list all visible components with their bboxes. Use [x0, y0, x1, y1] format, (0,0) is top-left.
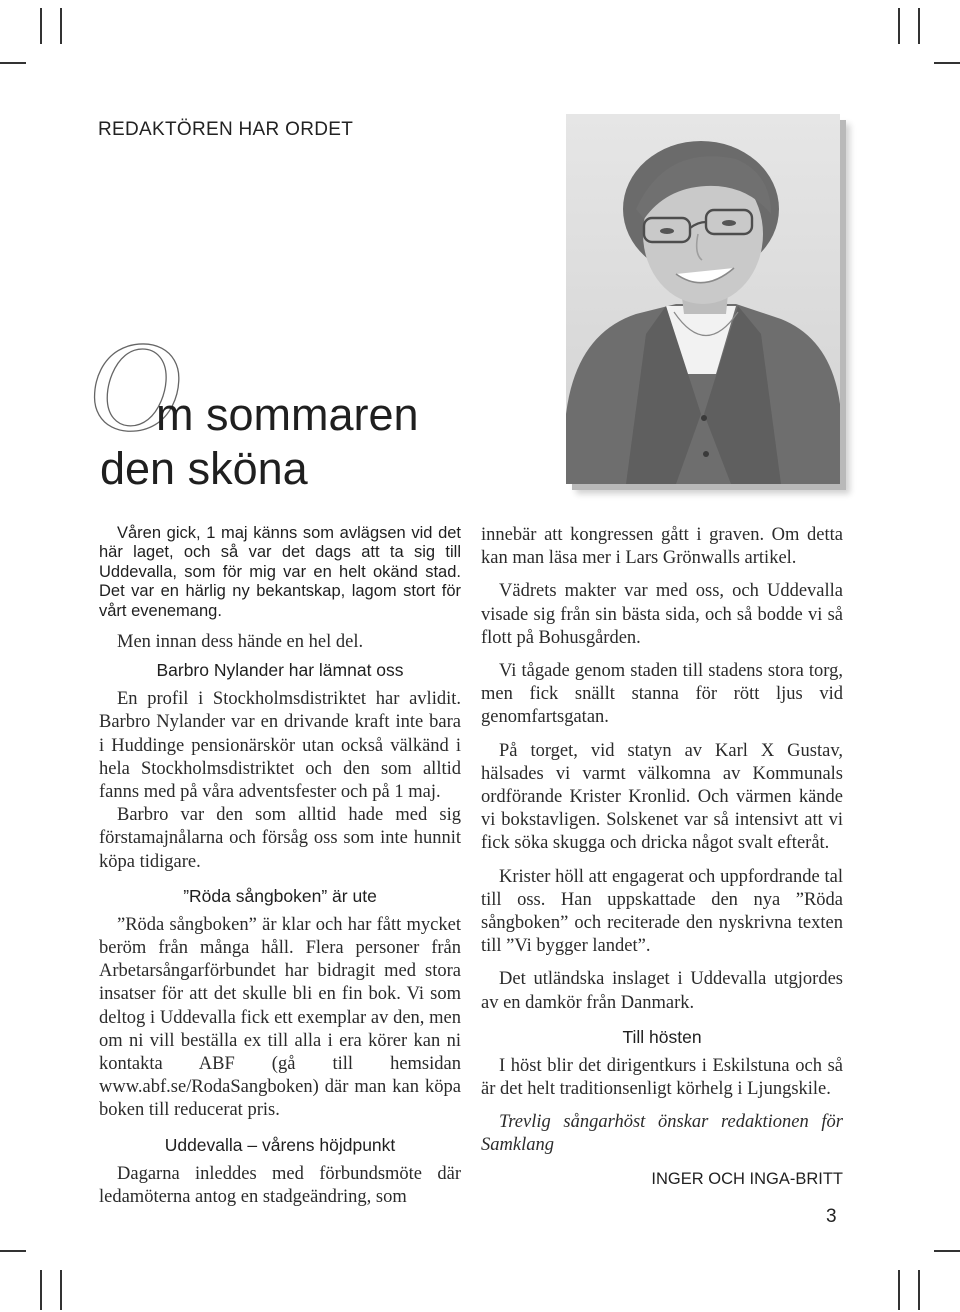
subheading: ”Röda sångboken” är ute: [183, 885, 377, 906]
body-paragraph: Barbro var den som alltid hade med sig förstamajnålarna och försåg oss som inte hunnit köpa tidigare.: [99, 805, 461, 872]
subheading: Uddevalla – vårens höjdpunkt: [164, 1134, 396, 1155]
body-paragraph: Krister höll att engagerat och uppfordrande tal till oss. Han uppskattade den nya ”Röda sångboken” och reciterade den nyskrivna texten till ”Vi bygger landet”.: [481, 866, 843, 957]
crop-mark: [0, 1250, 26, 1252]
body-paragraph: Vi tågade genom staden till stadens stora torg, men fick snällt stanna för rött ljus vid genomfartsgatan.: [481, 661, 843, 728]
headline-line-2: den sköna: [100, 443, 308, 494]
body-paragraph: Vädrets makter var med oss, och Uddevalla visade sig från sin bästa sida, och så bodde vi så flott på Bohusgården.: [481, 581, 843, 648]
portrait-photo: [566, 114, 840, 484]
crop-mark: [934, 62, 960, 64]
body-paragraph: En profil i Stockholmsdistriktet har avlidit. Barbro Nylander var en drivande kraft inte bara i Huddinge pensionärskör utan också välkänd i hela Stockholmsdistriktet och den som alltid fanns med på våra adventsfester och på 1 maj.: [99, 689, 461, 803]
crop-mark: [60, 1270, 62, 1310]
right-column: [481, 524, 843, 1191]
portrait-illustration: [566, 114, 840, 484]
crop-mark: [898, 8, 900, 44]
body-paragraph: Det utländska inslaget i Uddevalla utgjordes av en damkör från Danmark.: [481, 969, 843, 1013]
subheading: Till hösten: [622, 1026, 702, 1047]
signoff: Trevlig sångarhöst önskar redaktionen för Samklang: [481, 1112, 843, 1156]
body-paragraph: innebär att kongressen gått i graven. Om detta kan man läsa mer i Lars Grönwalls artikel.: [481, 525, 843, 569]
crop-mark: [60, 8, 62, 44]
page-number: 3: [826, 1206, 837, 1227]
subheading: Barbro Nylander har lämnat oss: [156, 660, 404, 681]
crop-mark: [0, 62, 26, 64]
headline: [100, 388, 419, 496]
crop-mark: [918, 8, 920, 44]
body-paragraph: Dagarna inleddes med förbundsmöte där ledamöterna antog en stadgeändring, som: [99, 1163, 461, 1207]
crop-mark: [898, 1270, 900, 1310]
crop-mark: [40, 8, 42, 44]
left-column: [99, 524, 461, 1219]
body-paragraph: Men innan dess hände en hel del.: [117, 632, 364, 653]
headline-dropcap: O: [88, 315, 182, 459]
lead-paragraph: Våren gick, 1 maj känns som avlägsen vid det här laget, och så var det dags att ta sig till Uddevalla, som för mig var en helt okänd stad. Det var en härlig ny bekantskap, lagom stort för vårt evenemang.: [99, 524, 461, 620]
crop-mark: [40, 1270, 42, 1310]
headline-line-1: m sommaren: [156, 389, 419, 440]
body-paragraph: ”Röda sångboken” är klar och har fått mycket beröm från många håll. Flera personer från Arbetarsångarförbundet har bidragit med stora insatser för att det skulle bli en fin bok. Vi som deltog i Uddevalla fick ett exemplar av den, men om ni vill beställa ex till alla i era körer kan ni kontakta ABF (gå till hemsidan www.abf.se/RodaSangboken) där man kan köpa boken till reducerat pris.: [99, 914, 461, 1121]
byline: INGER OCH INGA-BRITT: [651, 1169, 843, 1188]
section-kicker: REDAKTÖREN HAR ORDET: [98, 119, 354, 140]
body-paragraph: På torget, vid statyn av Karl X Gustav, hälsades vi varmt välkomna av Kommunals ordförande Krister Kronlid. Och värmen kände vi bokstavligen. Solskenet var så intensivt att vi fick söka skugga och dricka något svalt efteråt.: [481, 740, 843, 854]
crop-mark: [934, 1250, 960, 1252]
body-paragraph: I höst blir det dirigentkurs i Eskilstuna och så är det helt traditionsenligt körhelg i Ljungskile.: [481, 1055, 843, 1100]
crop-mark: [918, 1270, 920, 1310]
